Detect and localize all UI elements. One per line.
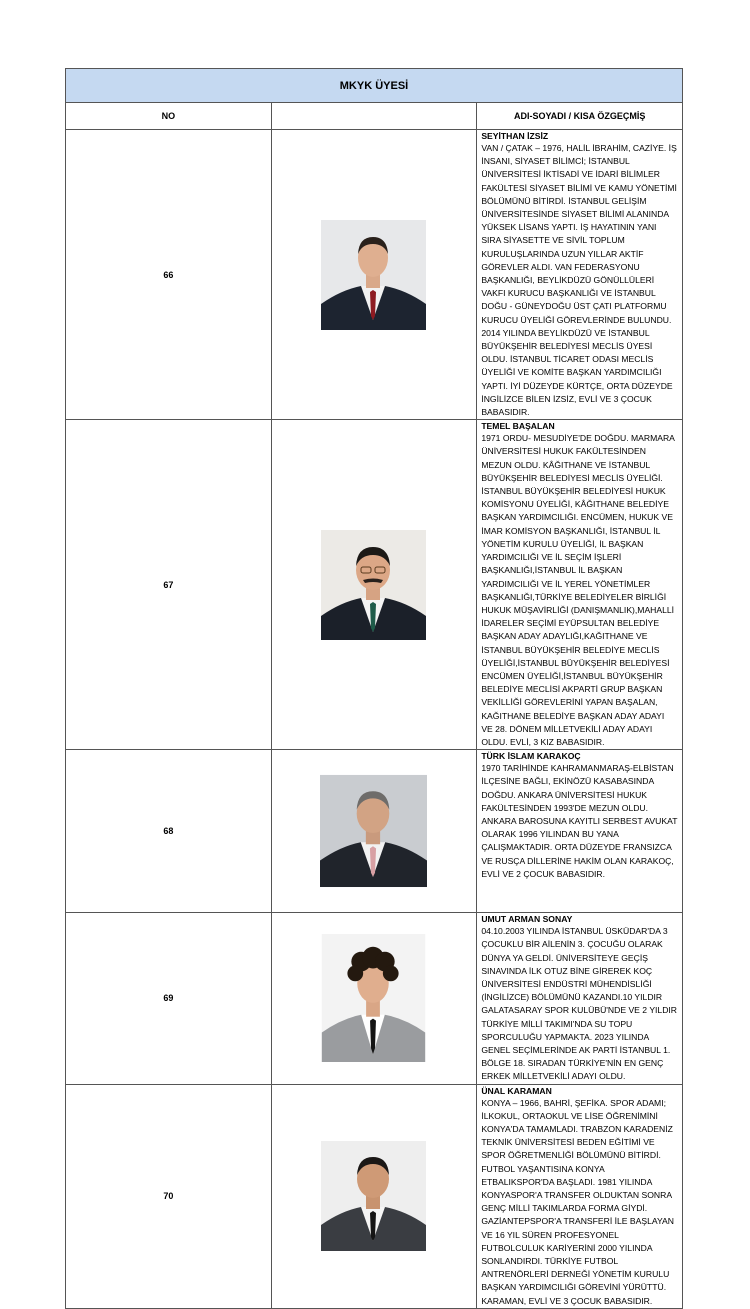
member-number: 67 [66, 420, 272, 750]
column-header-photo [271, 103, 477, 130]
table-row [66, 130, 683, 420]
member-bio-cell [477, 420, 683, 750]
member-bio: VAN / ÇATAK – 1976, HALİL İBRAHİM, CAZİYE. İŞ İNSANI, SİYASET BİLİMCİ; İSTANBUL ÜNİVERSİTESİ İKTİSADİ VE İDARİ BİLİMLER FAKÜLTESİ SİYASET BİLİMİ VE KAMU YÖNETİMİ BÖLÜMÜNÜ BİTİRDİ. İSTANBUL GELİŞİM ÜNİVERSİTESİNDE SİYASET BİLİMİ ALANINDA YÜKSEK LİSANS YAPTI. İŞ HAYATININ YANI SIRA SİYASETTE VE SİVİL TOPLUM KURULUŞLARINDA UZUN YILLAR AKTİF GÖREVLER ALDI. VAN FEDERASYONU BAŞKANLIĞI, BEYLİKDÜZÜ GÖNÜLLÜLERİ VAKFI KURUCU BAŞKANLIĞI VE İSTANBUL DOĞU - GÜNEYDOĞU ÜST ÇATI PLATFORMU KURUCU ÜYELİĞİ GÖREVLERİNDE BULUNDU. 2014 YILINDA BEYLİKDÜZÜ VE İSTANBUL BÜYÜKŞEHİR BELEDİYESİ MECLİS ÜYESİ OLDU. İSTANBUL TİCARET ODASI MECLİS ÜYELİĞİ VE KOMİTE BAŞKAN YARDIMCILIĞI YAPTI. İYİ DÜZEYDE KÜRTÇE, ORTA DÜZEYDE İNGİLİZCE BİLEN İZSİZ, EVLİ VE 3 ÇOCUK BABASIDIR. [481, 143, 677, 418]
member-name: ÜNAL KARAMAN [481, 1085, 552, 1096]
member-photo [321, 530, 426, 640]
member-bio-cell [477, 1084, 683, 1308]
member-name: TEMEL BAŞALAN [481, 421, 555, 432]
member-bio: 04.10.2003 YILINDA İSTANBUL ÜSKÜDAR'DA 3 ÇOCUKLU BİR AİLENİN 3. ÇOCUĞU OLARAK DÜNYA YA GELDİ. ÜNİVERSİTEYE GEÇİŞ SINAVINDA İLK OTUZ BİNE GİREREK KOÇ ÜNİVERSİTESİ ENDÜSTRİ MÜHENDİSLİĞİ (İNGİLİZCE) BÖLÜMÜNÜ KAZANDI.10 YILDIR GALATASARAY SPOR KULÜBÜ'NDE VE 2 YILDIR TÜRKİYE MİLLİ TAKIMI'NDA SU TOPU SPORCULUĞU YAPMAKTA. 2023 YILINDA GENEL SEÇİMLERİNDE AK PARTİ İSTANBUL 1. BÖLGE 18. SIRADAN TÜRKİYE'NİN EN GENÇ ERKEK MİLLETVEKİLİ ADAYI OLDU. [481, 926, 678, 1082]
member-photo-cell [271, 750, 477, 913]
member-photo [321, 1141, 426, 1251]
member-bio: 1970 TARİHİNDE KAHRAMANMARAŞ-ELBİSTAN İLÇESİNE BAĞLI, EKİNÖZÜ KASABASINDA DOĞDU. ANKARA ÜNİVERSİTESİ HUKUK FAKÜLTESİNDEN 1993'DE MEZUN OLDU. ANKARA BAROSUNA KAYITLI SERBEST AVUKAT OLARAK 1996 YILINDAN BU YANA ÇALIŞMAKTADIR. ORTA DÜZEYDE FRANSIZCA VE RUSÇA DİLLERİNE HAKİM OLAN KARAKOÇ, EVLİ VE 2 ÇOCUK BABASIDIR. [481, 763, 678, 879]
member-name: UMUT ARMAN SONAY [481, 914, 573, 925]
member-table-sheet [65, 68, 683, 1309]
member-bio-cell [477, 913, 683, 1084]
member-bio: 1971 ORDU- MESUDİYE'DE DOĞDU. MARMARA ÜNİVERSİTESİ HUKUK FAKÜLTESİNDEN MEZUN OLDU. KÂĞITHANE VE İSTANBUL BÜYÜKŞEHİR BELEDİYESİ MECLİS ÜYELİĞİ. İSTANBUL BÜYÜKŞEHİR BELEDİYESİ HUKUK KOMİSYONU ÜYELİĞİ, KÂĞITHANE BELEDİYE BAŞKAN YARDIMCILIĞI. ENCÜMEN, HUKUK VE İMAR KOMİSYON BAŞKANLIĞI, İSTANBUL İL YÖNETİM KURULU ÜYELİĞİ, İL BAŞKAN YARDIMCILIĞI VE İL SEÇİM İŞLERİ BAŞKANLIĞI,İSTANBUL İL BAŞKAN YARDIMCILIĞI VE İL YEREL YÖNETİMLER BAŞKANLIĞI,TÜRKİYE BELEDİYELER BİRLİĞİ HUKUK MÜŞAVİRLİĞİ (DANIŞMANLIK),MAHALLİ İDARELER SEÇİMİ EYÜPSULTAN BELEDİYE BAŞKAN ADAY ADAYLIĞI,KAĞITHANE VE İSTANBUL BÜYÜKŞEHİR BELEDİYE MECLİS ÜYELİĞİ,İSTANBUL BÜYÜKŞEHİR BELEDİYESİ ENCÜMEN ÜYELİĞİ,İSTANBUL BÜYÜKŞEHİR BELEDİYE MECLİSİ AKPARTİ GRUP BAŞKAN VEKİLLİĞİ GÖREVLERİNİ YAPAN BAŞALAN, KAĞITHANE BELEDİYE BAŞKAN ADAY ADAYI VE 28. DÖNEM MİLLETVEKİLİ ADAY ADAYI OLDU. EVLİ, 3 KIZ BABASIDIR. [481, 433, 675, 747]
table-title: MKYK ÜYESİ [66, 69, 683, 103]
column-header-no: NO [66, 103, 272, 130]
member-photo-cell [271, 130, 477, 420]
member-photo [321, 934, 426, 1062]
member-photo [320, 772, 427, 890]
member-photo [321, 220, 426, 330]
header-row [66, 103, 683, 130]
member-bio-cell [477, 750, 683, 913]
member-photo-cell [271, 1084, 477, 1308]
table-row [66, 420, 683, 750]
member-photo-cell [271, 913, 477, 1084]
member-number: 68 [66, 750, 272, 913]
column-header-bio: ADI-SOYADI / KISA ÖZGEÇMİŞ [477, 103, 683, 130]
member-table [65, 68, 683, 1309]
member-number: 66 [66, 130, 272, 420]
table-row [66, 750, 683, 913]
member-number: 70 [66, 1084, 272, 1308]
title-row [66, 69, 683, 103]
member-number: 69 [66, 913, 272, 1084]
member-bio: KONYA – 1966, BAHRİ, ŞEFİKA. SPOR ADAMI; İLKOKUL, ORTAOKUL VE LİSE ÖĞRENİMİNİ KONYA'DA TAMAMLADI. TRABZON KARADENİZ TEKNİK ÜNİVERSİTESİ BEDEN EĞİTİMİ VE SPOR ÖĞRETMENLİĞİ BÖLÜMÜNÜ BİTİRDİ. FUTBOL YAŞANTISINA KONYA ETBALIKSPOR'DA BAŞLADI. 1981 YILINDA KONYASPOR'A TRANSFER OLDUKTAN SONRA GENÇ MİLLİ TAKIMLARDA FORMA GİYDİ. GAZİANTEPSPOR'A TRANSFERİ İLE BAŞLAYAN VE 16 YIL SÜREN PROFESYONEL FUTBOLCULUK KARİYERİNİ 2000 YILINDA SONLANDIRDI. TÜRKİYE FUTBOL ANTRENÖRLERİ DERNEĞİ YÖNETİM KURULU BAŞKAN YARDIMCILIĞI GÖREVİNİ YÜRÜTTÜ. KARAMAN, EVLİ VE 3 ÇOCUK BABASIDIR. [481, 1097, 674, 1306]
member-name: SEYİTHAN İZSİZ [481, 131, 549, 141]
member-photo-cell [271, 420, 477, 750]
table-row [66, 913, 683, 1084]
member-bio-cell [477, 130, 683, 420]
table-row [66, 1084, 683, 1308]
member-name: TÜRK İSLAM KARAKOÇ [481, 751, 581, 762]
